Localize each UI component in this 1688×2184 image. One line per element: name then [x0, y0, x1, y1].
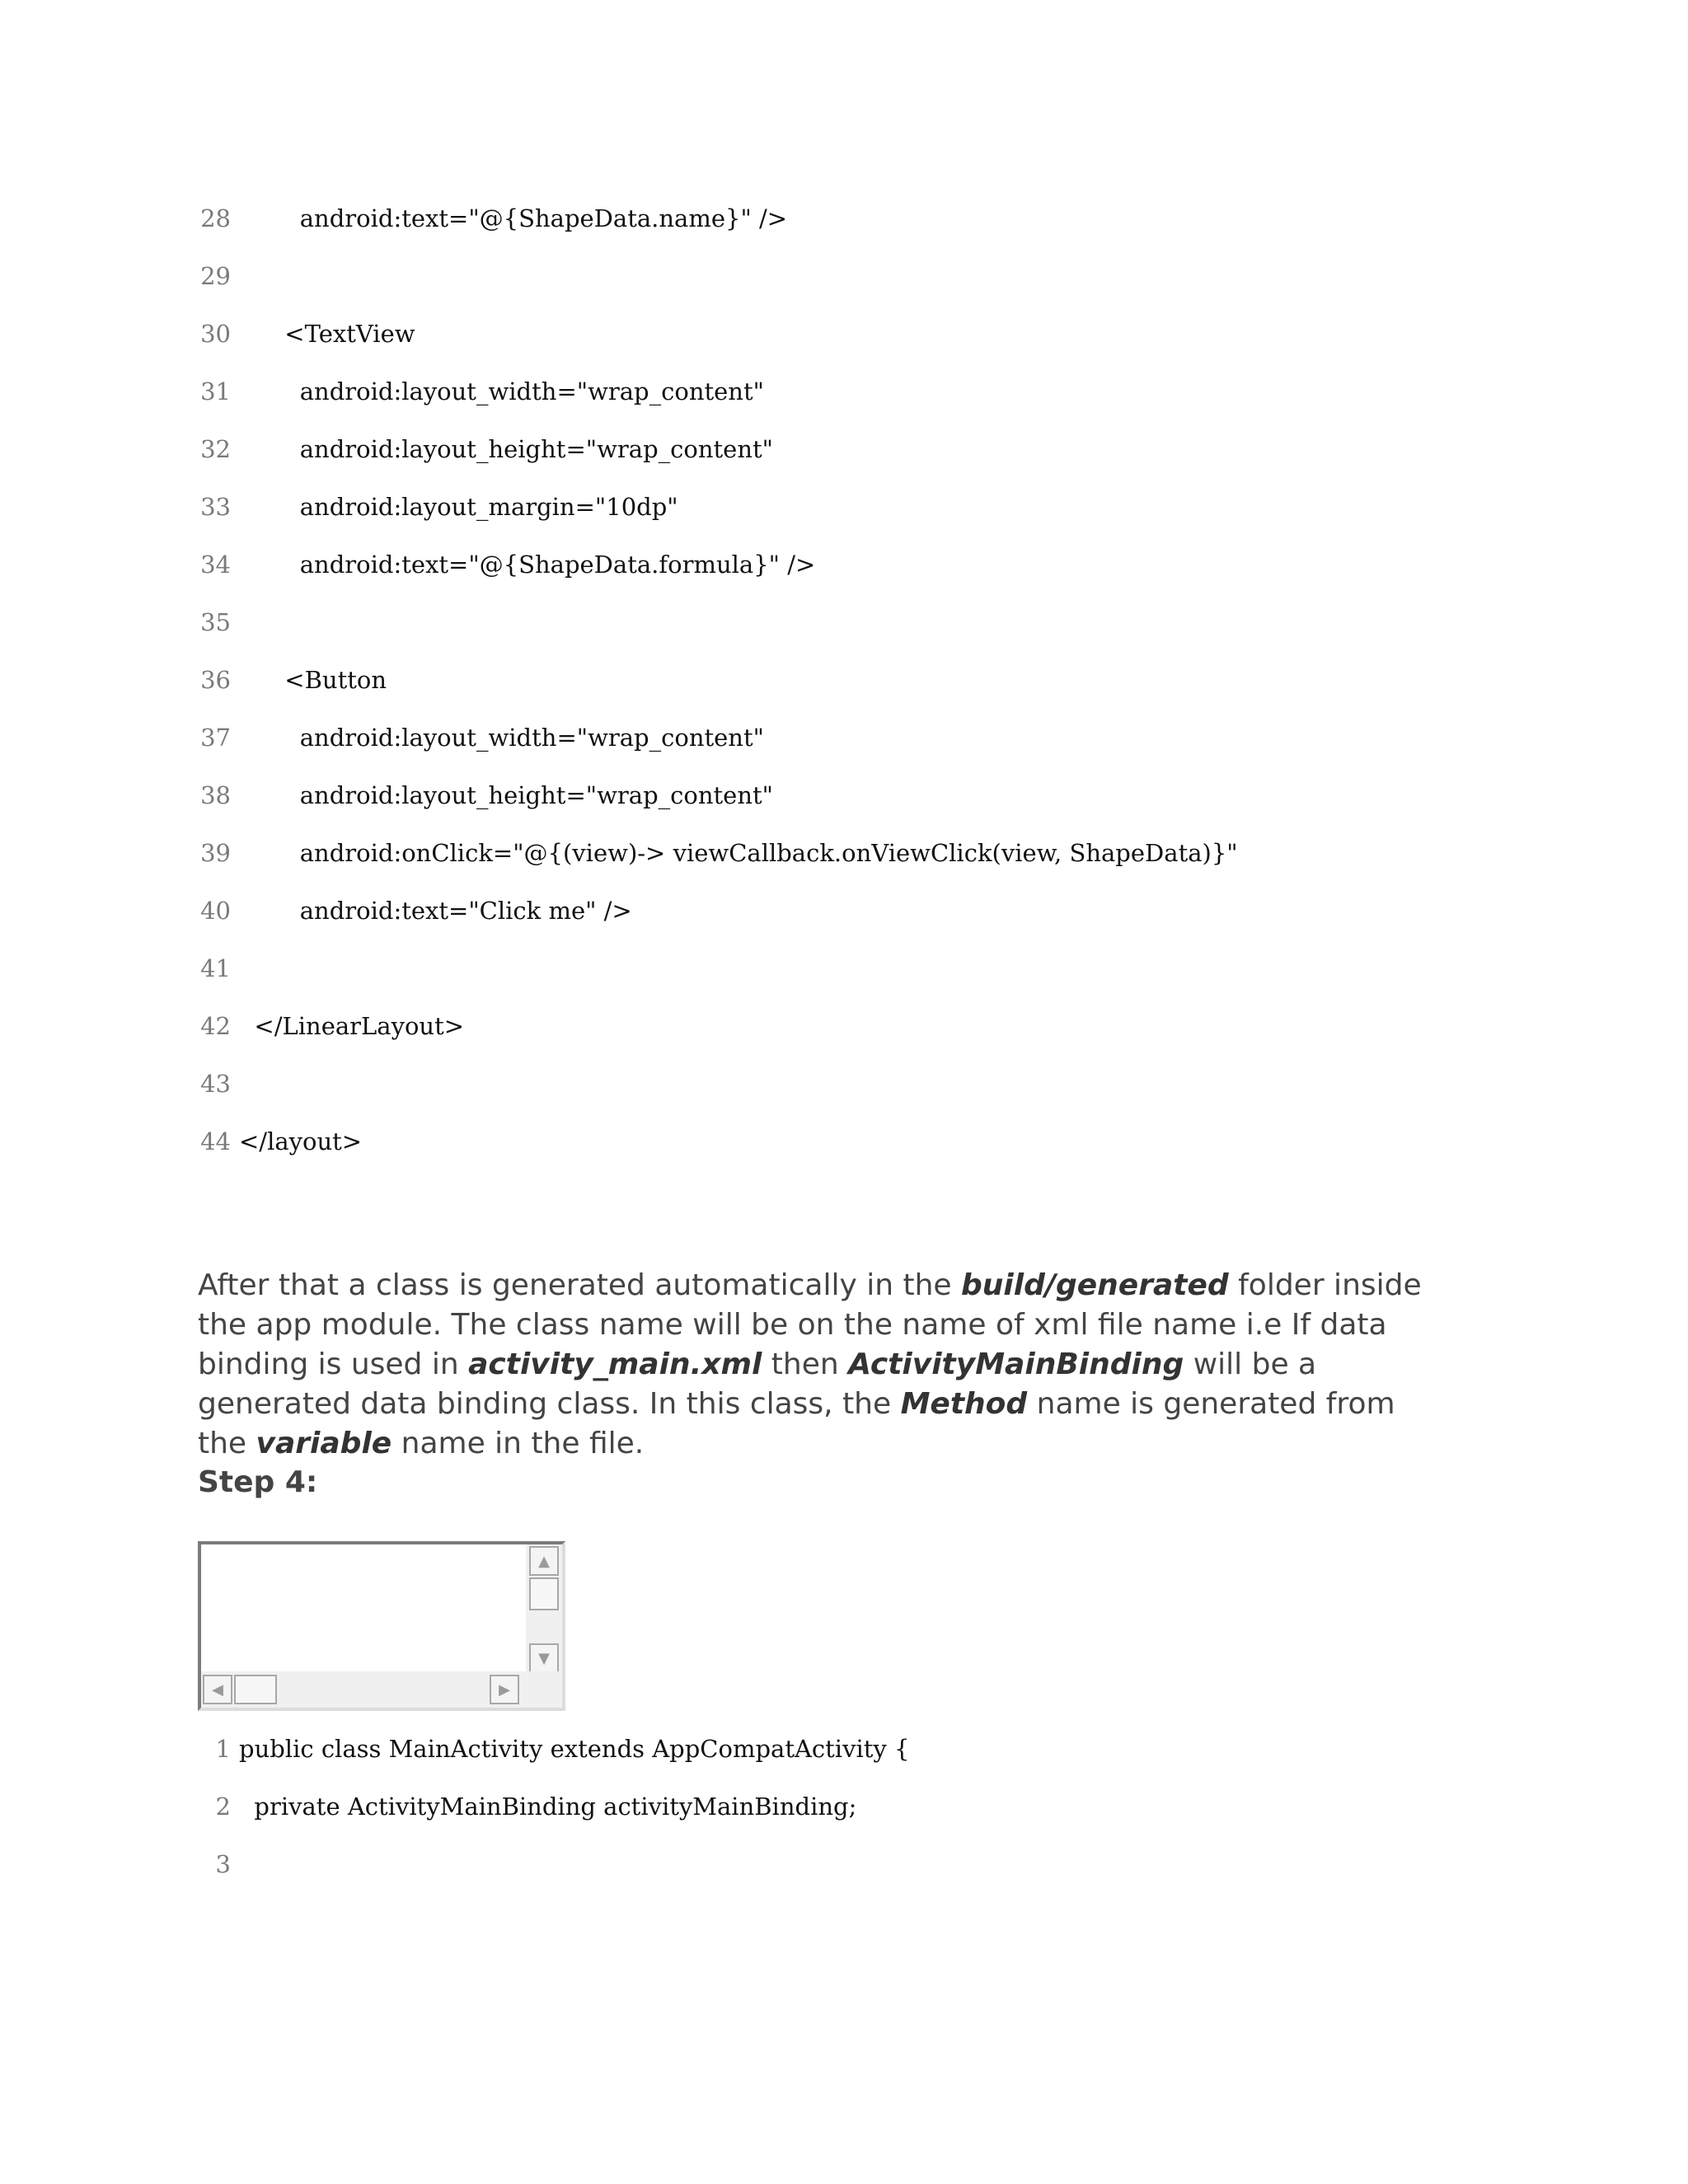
code-line: [0, 894, 1484, 952]
emphasis-method: Method: [900, 1387, 1028, 1421]
code-text: android:layout_height="wrap_content": [239, 781, 773, 809]
code-line: [0, 1790, 1484, 1848]
code-text: android:text="@{ShapeData.formula}" />: [239, 551, 816, 579]
line-number: 30: [200, 320, 231, 348]
scroll-down-button[interactable]: [529, 1643, 559, 1673]
paragraph-text: After that a class is generated automatically in the: [198, 1268, 961, 1302]
code-text: public class MainActivity extends AppCompatActivity {: [239, 1735, 910, 1763]
emphasis-activity-main-xml: activity_main.xml: [468, 1347, 762, 1381]
line-number: 39: [200, 839, 231, 867]
step-heading: Step 4:: [198, 1465, 318, 1499]
line-number: 28: [200, 204, 231, 232]
line-number: 41: [200, 954, 231, 982]
code-line: [0, 375, 1484, 433]
code-line: [0, 1010, 1484, 1067]
vertical-scroll-thumb[interactable]: [529, 1577, 559, 1610]
paragraph-text: name in the file.: [392, 1427, 645, 1460]
up-arrow-icon: ▲: [538, 1552, 550, 1570]
paragraph-text: folder inside the app module. The class name will be on the name of xml file name i.e If data binding is used in: [198, 1268, 1422, 1381]
code-line: [0, 1125, 1484, 1183]
code-text: android:text="Click me" />: [239, 897, 632, 925]
code-line: [0, 721, 1484, 779]
code-text: <Button: [239, 666, 387, 694]
paragraph-text: will be a generated data binding class. In this class, the: [198, 1347, 1317, 1421]
line-number: 29: [200, 262, 231, 290]
line-number: 36: [200, 666, 231, 694]
code-line: [0, 663, 1484, 721]
code-text: </layout>: [239, 1127, 363, 1155]
line-number: 40: [200, 897, 231, 925]
code-text: </LinearLayout>: [239, 1012, 465, 1040]
horizontal-scrollbar[interactable]: [201, 1671, 529, 1708]
code-line: [0, 317, 1484, 375]
line-number: 3: [215, 1850, 231, 1878]
code-line: [0, 952, 1484, 1010]
line-number: 35: [200, 608, 231, 636]
scrollbar-corner: [526, 1671, 562, 1708]
code-text: <TextView: [239, 320, 415, 348]
code-text: android:onClick="@{(view)-> viewCallback.onViewClick(view, ShapeData)}": [239, 839, 1238, 867]
code-text: android:layout_margin="10dp": [239, 493, 678, 521]
scroll-up-button[interactable]: [529, 1546, 559, 1576]
code-line: [0, 837, 1484, 894]
code-line: [0, 490, 1484, 548]
line-number: 34: [200, 551, 231, 579]
horizontal-scroll-thumb[interactable]: [234, 1675, 277, 1704]
scrollable-text-box[interactable]: [198, 1541, 565, 1711]
paragraph-text: then: [762, 1347, 849, 1381]
code-text: private ActivityMainBinding activityMainBinding;: [239, 1793, 857, 1821]
line-number: 37: [200, 724, 231, 752]
scroll-left-button[interactable]: [203, 1675, 232, 1704]
code-line: [0, 779, 1484, 837]
emphasis-variable: variable: [256, 1427, 392, 1460]
body-paragraph: [198, 1266, 1451, 1464]
line-number: 1: [215, 1735, 231, 1763]
vertical-scrollbar[interactable]: [526, 1544, 562, 1675]
emphasis-activity-main-binding: ActivityMainBinding: [848, 1347, 1184, 1381]
code-line: [0, 433, 1484, 490]
down-arrow-icon: ▼: [538, 1649, 550, 1667]
line-number: 44: [200, 1127, 231, 1155]
code-line: [0, 606, 1484, 663]
line-number: 33: [200, 493, 231, 521]
line-number: 31: [200, 377, 231, 405]
line-number: 2: [215, 1793, 231, 1821]
code-line: [0, 202, 1484, 260]
code-text: android:layout_height="wrap_content": [239, 435, 773, 463]
code-line: [0, 260, 1484, 317]
code-text: android:layout_width="wrap_content": [239, 377, 764, 405]
right-arrow-icon: ▶: [499, 1680, 510, 1699]
emphasis-build-generated: build/generated: [961, 1268, 1229, 1302]
code-text: android:text="@{ShapeData.name}" />: [239, 204, 788, 232]
code-line: [0, 548, 1484, 606]
code-text: android:layout_width="wrap_content": [239, 724, 764, 752]
line-number: 43: [200, 1070, 231, 1098]
code-line: [0, 1732, 1484, 1790]
line-number: 42: [200, 1012, 231, 1040]
left-arrow-icon: ◀: [212, 1680, 223, 1699]
line-number: 38: [200, 781, 231, 809]
scroll-right-button[interactable]: [490, 1675, 519, 1704]
line-number: 32: [200, 435, 231, 463]
paragraph-text: name is generated from the: [198, 1387, 1395, 1460]
code-line: [0, 1067, 1484, 1125]
code-line: [0, 1848, 1484, 1905]
